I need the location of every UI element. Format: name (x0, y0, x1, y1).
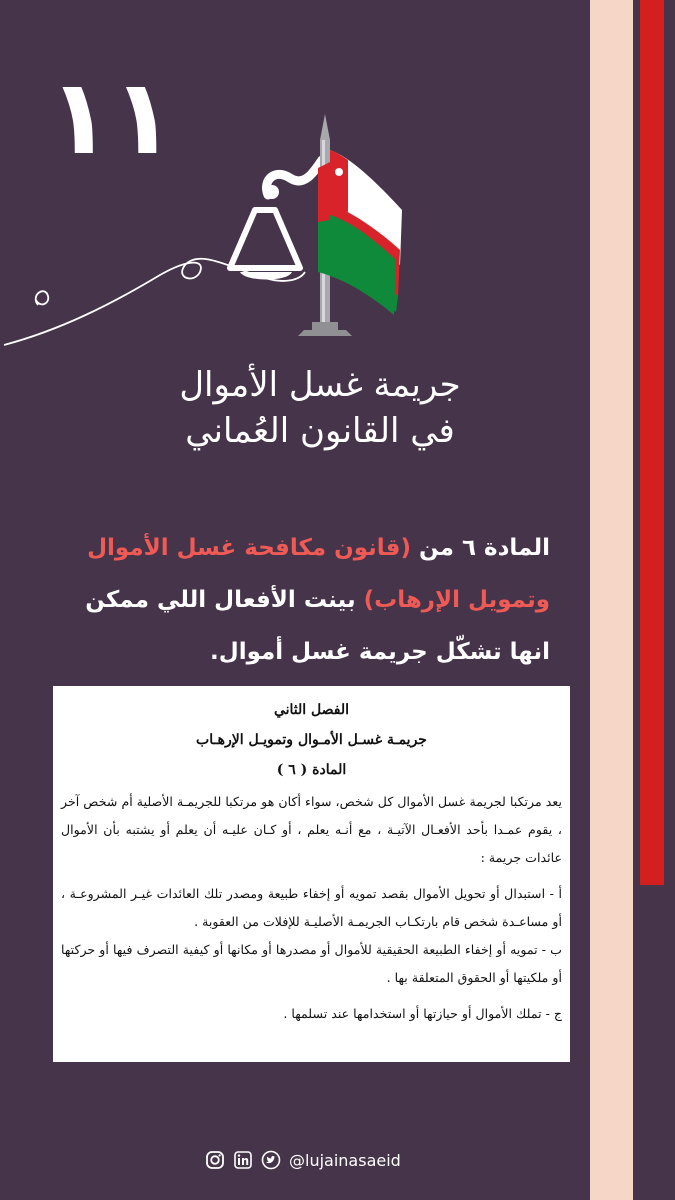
intro-law-name-part-1: (قانون مكافحة غسل الأموال (87, 535, 412, 561)
linkedin-icon[interactable] (233, 1150, 253, 1170)
instagram-icon[interactable] (205, 1150, 225, 1170)
title-line-1: جريمة غسل الأموال (179, 365, 461, 405)
doc-item-c: ج - تملك الأموال أو حيازتها أو استخدامها عند تسلمها . (283, 1006, 562, 1021)
social-footer (205, 1148, 401, 1172)
doc-paragraph: يعد مرتكبا لجريمة غسل الأموال كل شخص، سواء أكان هو مرتكبا للجريمـة الأصلية أم شخص آخر ، يقوم عمـدا بأحد الأفعـال الآتيـة ، مع أنـه يعلم ، أو كـان عليـه أن يعلم أو يشتبه بأن الأموال عائدات جريمة : (61, 794, 562, 865)
title-line-2: في القانون العُماني (185, 411, 455, 451)
page-title (150, 362, 490, 454)
intro-line-3: انها تشكّل جريمة غسل أموال. (210, 639, 550, 665)
intro-line-1 (60, 522, 550, 574)
intro-text (60, 522, 550, 678)
oman-flag-icon (318, 150, 402, 315)
law-excerpt-document (53, 686, 570, 1062)
intro-line-2-rest: بينت الأفعال اللي ممكن (85, 587, 356, 613)
episode-number: ١١ (48, 56, 175, 178)
doc-heading: جريمـة غسـل الأمـوال وتمويـل الإرهـاب (196, 732, 427, 748)
doc-item-b: ب - تمويه أو إخفاء الطبيعة الحقيقية للأموال أو مصدرها أو مكانها أو كيفية التصرف فيها أو حركتها أو ملكيتها أو الحقوق المتعلقة بها . (61, 942, 562, 985)
doc-article-number: المادة ( ٦ ) (276, 762, 347, 778)
decorative-red-stripe (640, 0, 664, 885)
twitter-icon[interactable] (261, 1150, 281, 1170)
doc-chapter: الفصل الثاني (273, 702, 350, 718)
intro-law-name-part-2: وتمويل الإرهاب) (363, 587, 550, 613)
scale-and-flag-illustration (0, 100, 430, 360)
doc-item-a: أ - استبدال أو تحويل الأموال بقصد تمويه أو إخفاء طبيعة ومصدر تلك العائدات غيـر المشروعـة ، أو مساعـدة شخص قام بارتكـاب الجريمـة الأصليـة للإفلات من العقوبة . (61, 886, 562, 929)
scales-icon (230, 160, 322, 280)
social-handle[interactable]: @lujainasaeid (289, 1150, 401, 1170)
decorative-curl-line (4, 259, 305, 345)
decorative-peach-stripe (590, 0, 633, 1200)
intro-article-ref: المادة ٦ من (419, 535, 550, 561)
intro-line-2 (60, 574, 550, 626)
